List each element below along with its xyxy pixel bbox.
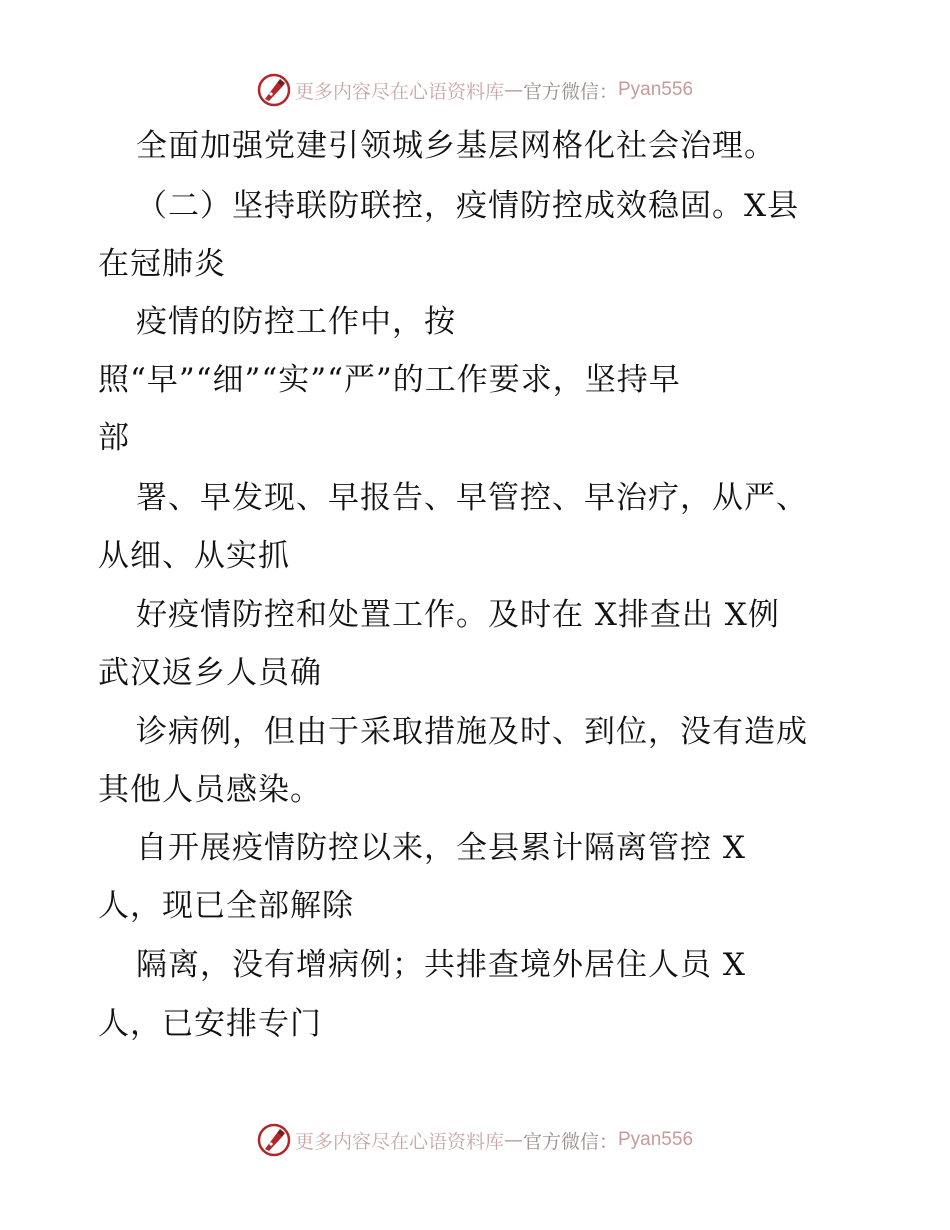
text-line: 其他人员感染。 [98,772,322,808]
text-line: 全面加强党建引领城乡基层网格化社会治理。 [136,128,776,164]
pen-logo-icon [257,1123,291,1157]
text-line: 在冠肺炎 [98,246,226,282]
text-line: 人，现已全部解除 [98,888,354,924]
text-line: 部 [98,420,130,456]
text-line: 自开展疫情防控以来，全县累计隔离管控 X [136,830,746,866]
text-line: 疫情的防控工作中，按 [136,304,456,340]
text-line: （二）坚持联防联控，疫情防控成效稳固。X县 [136,188,800,224]
text-line: 武汉返乡人员确 [98,655,322,691]
footer-wechat-label: 官方微信： [522,1130,618,1153]
footer-banner [0,1120,950,1160]
footer-banner-text [295,1127,693,1154]
text-line: 从细、从实抓 [98,538,290,574]
footer-site-name: 更多内容尽在心语资料库 [294,1130,504,1153]
header-wechat-id: Pyan556 [618,79,694,100]
text-line: 隔离，没有增病例；共排查境外居住人员 X [136,947,746,983]
text-line: 诊病例，但由于采取措施及时、到位，没有造成 [136,714,808,750]
text-line: 署、早发现、早报告、早管控、早治疗，从严、 [136,480,808,516]
text-line: 照“早”“细”“实”“严”的工作要求，坚持早 [98,362,681,398]
footer-wechat-id: Pyan556 [618,1129,694,1150]
text-line: 好疫情防控和处置工作。及时在 X排查出 X例 [136,597,780,633]
text-line: 人，已安排专门 [98,1006,322,1042]
header-wechat-label: 官方微信： [522,80,618,103]
footer-separator: — [503,1129,523,1151]
header-separator: — [503,79,523,101]
header-site-name: 更多内容尽在心语资料库 [294,80,504,103]
